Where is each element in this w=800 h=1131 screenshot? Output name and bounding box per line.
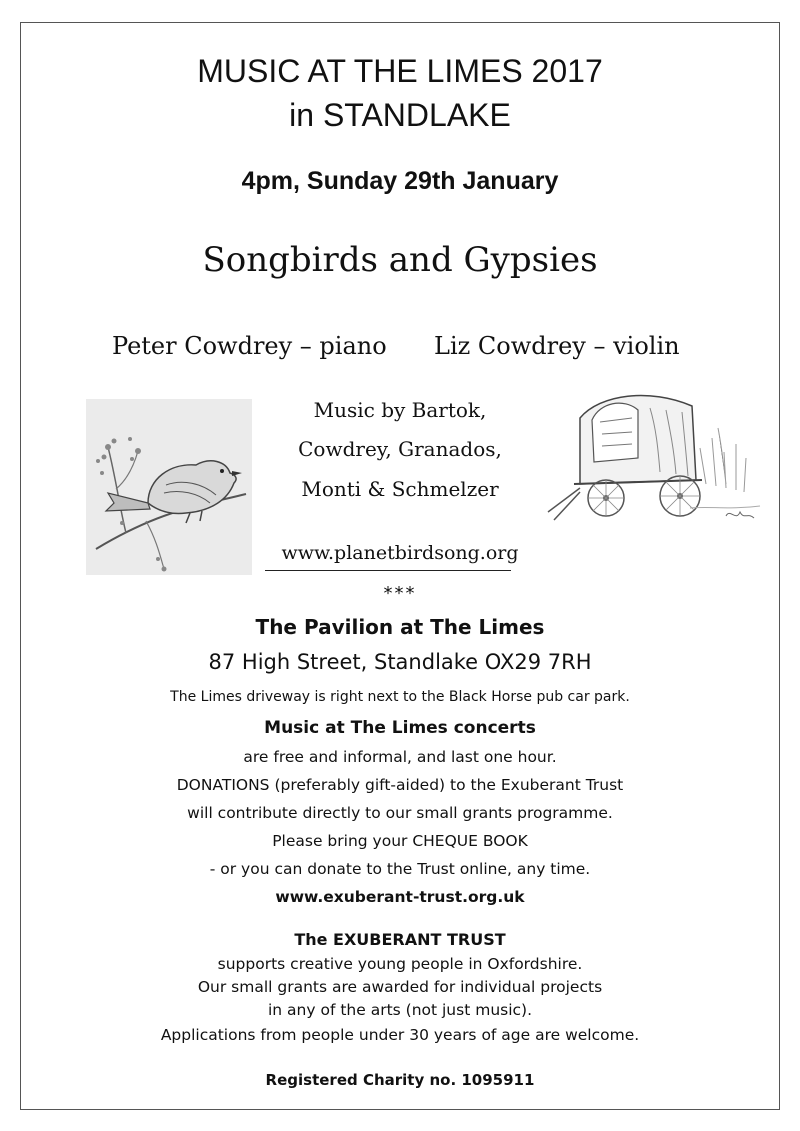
performer-violin: Liz Cowdrey – violin: [434, 332, 680, 360]
planetbirdsong-website-link[interactable]: www.planetbirdsong.org: [281, 542, 519, 564]
poster-location: in STANDLAKE: [289, 97, 511, 133]
concerts-info-line-5: - or you can donate to the Trust online, any time.: [209, 860, 591, 878]
concerts-info-heading: Music at The Limes concerts: [264, 718, 536, 738]
concerts-info-line-2: DONATIONS (preferably gift-aided) to the Exuberant Trust: [176, 776, 624, 794]
poster-title: MUSIC AT THE LIMES 2017: [197, 53, 603, 89]
venue-directions: The Limes driveway is right next to the Black Horse pub car park.: [170, 689, 630, 705]
concert-datetime: 4pm, Sunday 29th January: [241, 167, 559, 195]
music-by-line-1: Music by Bartok,: [313, 398, 487, 422]
concerts-info-line-3: will contribute directly to our small grants programme.: [187, 804, 613, 822]
trust-line-2: Our small grants are awarded for individual projects: [197, 978, 603, 996]
songbird-sketch-icon: [86, 399, 252, 575]
trust-line-1: supports creative young people in Oxfordshire.: [217, 955, 583, 973]
exuberant-trust-website-link[interactable]: www.exuberant-trust.org.uk: [275, 888, 525, 906]
concert-title: Songbirds and Gypsies: [202, 240, 598, 280]
website-underline: [265, 570, 511, 571]
venue-name: The Pavilion at The Limes: [255, 615, 545, 639]
concerts-info-line-1: are free and informal, and last one hour.: [243, 748, 557, 766]
music-by-line-3: Monti & Schmelzer: [301, 477, 499, 501]
section-separator: ***: [383, 583, 417, 604]
trust-line-4: Applications from people under 30 years of age are welcome.: [160, 1026, 640, 1044]
trust-line-3: in any of the arts (not just music).: [267, 1001, 533, 1019]
gypsy-caravan-sketch-icon: [540, 388, 764, 530]
performer-piano: Peter Cowdrey – piano: [112, 332, 387, 360]
concerts-info-line-4: Please bring your CHEQUE BOOK: [272, 832, 528, 850]
registered-charity-number: Registered Charity no. 1095911: [265, 1071, 535, 1089]
music-by-line-2: Cowdrey, Granados,: [298, 437, 502, 461]
trust-heading: The EXUBERANT TRUST: [294, 930, 506, 949]
venue-address: 87 High Street, Standlake OX29 7RH: [208, 650, 592, 674]
